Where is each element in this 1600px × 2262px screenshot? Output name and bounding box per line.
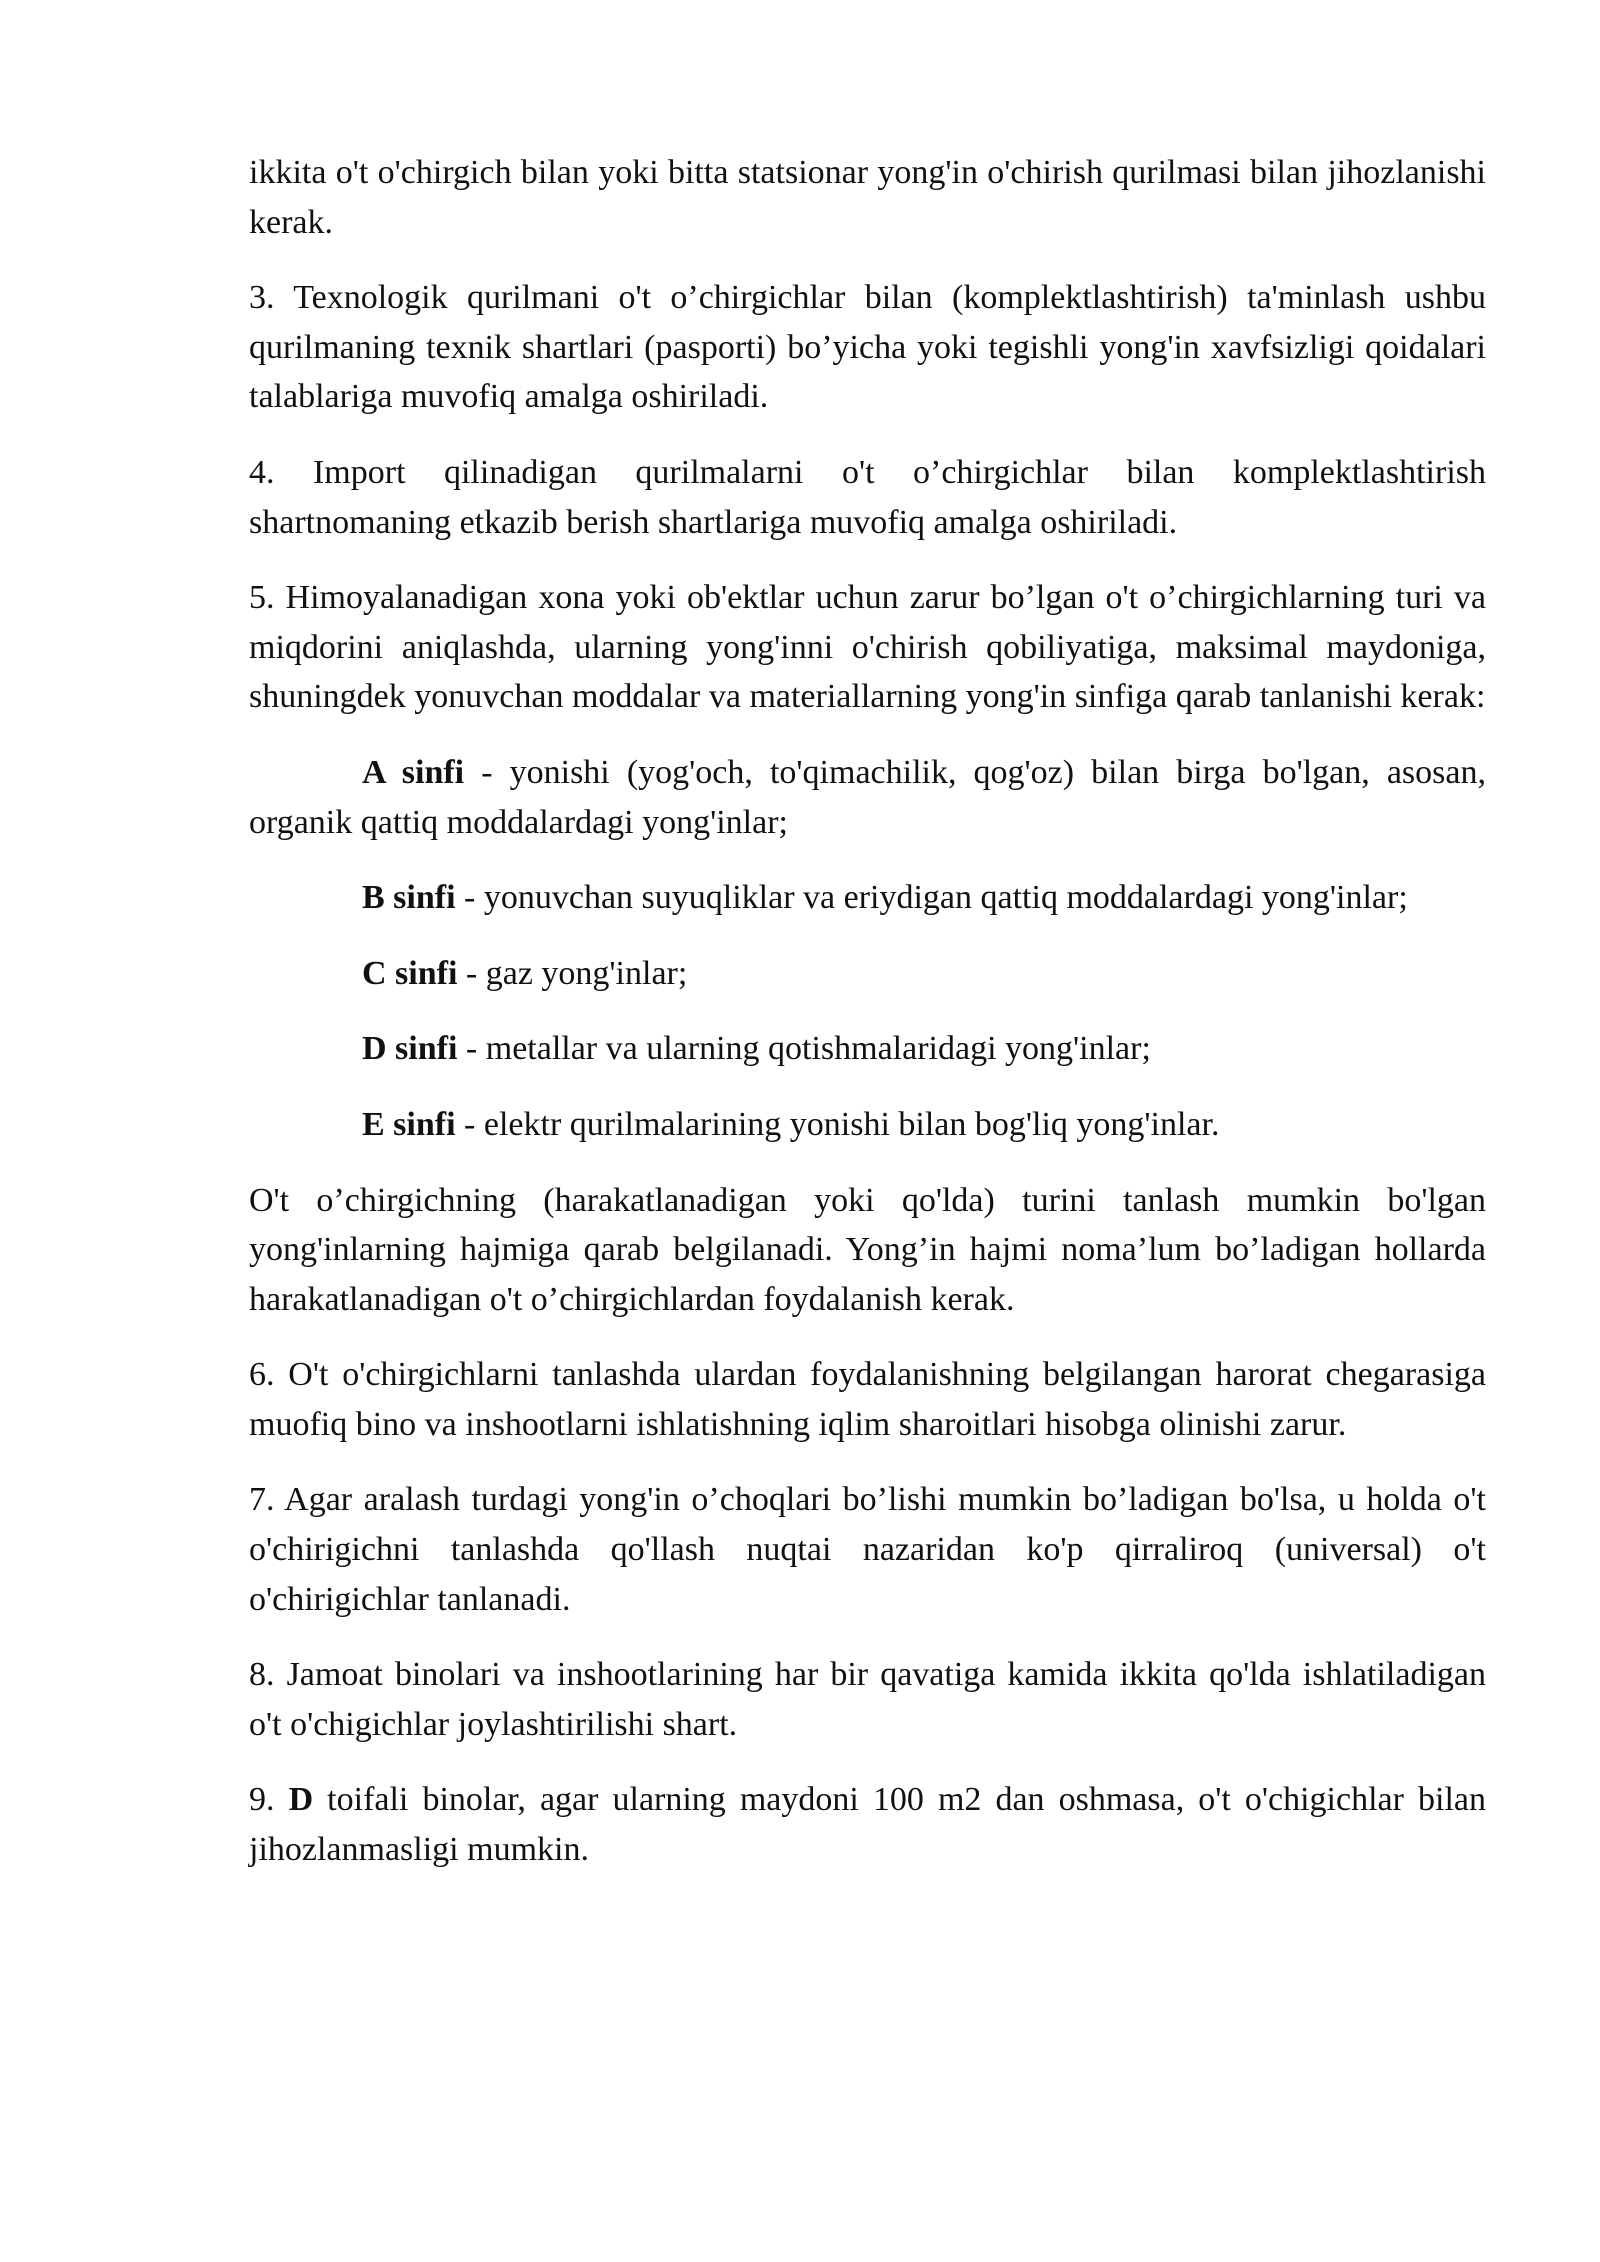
- fire-class-d: [249, 1024, 1486, 1074]
- fire-class-b-text: - yonuvchan suyuqliklar va eriydigan qattiq moddalardagi yong'inlar;: [455, 879, 1408, 917]
- paragraph-6: 6. O't o'chirgichlarni tanlashda ulardan foydalanishning belgilangan harorat chegarasiga muofiq bino va inshootlarni ishlatishning iqlim sharoitlari hisobga olinishi zarur.: [249, 1356, 1486, 1443]
- fire-class-e-label: E sinfi: [362, 1105, 456, 1143]
- paragraph-5: 5. Himoyalanadigan xona yoki ob'ektlar uchun zarur bo’lgan o't o’chirgichlarning turi va miqdorini aniqlashda, ularning yong'inni o'chirish qobiliyatiga, maksimal maydoniga, shuningdek yonuvchan moddalar va materiallarning yong'in sinfiga qarab tanlanishi kerak:: [249, 579, 1486, 716]
- fire-class-c: [249, 949, 1486, 999]
- paragraph-9-prefix: 9.: [249, 1781, 289, 1819]
- paragraph-8: 8. Jamoat binolari va inshootlarining har bir qavatiga kamida ikkita qo'lda ishlatiladigan o't o'chigichlar joylashtirilishi shart.: [249, 1656, 1486, 1743]
- paragraph-7: 7. Agar aralash turdagi yong'in o’choqlari bo’lishi mumkin bo’ladigan bo'lsa, u holda o't o'chirigichni tanlashda qo'llash nuqtai nazaridan ko'p qirraliroq (universal) o't o'chirigichlar tanlanadi.: [249, 1481, 1486, 1618]
- document-page: [249, 148, 1486, 1901]
- fire-class-e: [249, 1100, 1486, 1150]
- paragraph-4: 4. Import qilinadigan qurilmalarni o't o’chirgichlar bilan komplektlashtirish shartnomaning etkazib berish shartlariga muvofiq amalga oshiriladi.: [249, 453, 1486, 541]
- paragraph-9-rest: toifali binolar, agar ularning maydoni 100 m2 dan oshmasa, o't o'chigichlar bilan jihozlanmasligi mumkin.: [249, 1781, 1486, 1869]
- fire-class-d-label: D sinfi: [362, 1030, 458, 1068]
- fire-class-e-text: - elektr qurilmalarining yonishi bilan bog'liq yong'inlar.: [455, 1105, 1220, 1143]
- fire-class-d-text: - metallar va ularning qotishmalaridagi yong'inlar;: [457, 1030, 1151, 1068]
- fire-class-a: [249, 748, 1486, 847]
- fire-class-b: [249, 873, 1486, 923]
- fire-class-c-label: C sinfi: [362, 954, 458, 992]
- fire-class-a-text: - yonishi (yog'och, to'qimachilik, qog'oz) bilan birga bo'lgan, asosan, organik qattiq moddalardagi yong'inlar;: [249, 753, 1486, 841]
- paragraph-extinguisher-type: O't o’chirgichning (harakatlanadigan yoki qo'lda) turini tanlash mumkin bo'lgan yong'inlarning hajmiga qarab belgilanadi. Yong’in hajmi noma’lum bo’ladigan hollarda harakatlanadigan o't o’chirgichlardan foydalanish kerak.: [249, 1181, 1486, 1318]
- paragraph-9: [249, 1775, 1486, 1874]
- fire-class-b-label: B sinfi: [362, 879, 456, 917]
- fire-class-a-label: A sinfi: [362, 753, 465, 791]
- paragraph-3: 3. Texnologik qurilmani o't o’chirgichlar bilan (komplektlashtirish) ta'minlash ushbu qurilmaning texnik shartlari (pasporti) bo’yicha yoki tegishli yong'in xavfsizligi qoidalari talablariga muvofiq amalga oshiriladi.: [249, 279, 1486, 416]
- paragraph-continuation: ikkita o't o'chirgich bilan yoki bitta statsionar yong'in o'chirish qurilmasi bilan jihozlanishi kerak.: [249, 154, 1486, 241]
- fire-class-c-text: - gaz yong'inlar;: [457, 954, 688, 992]
- paragraph-9-bold: D: [288, 1781, 314, 1819]
